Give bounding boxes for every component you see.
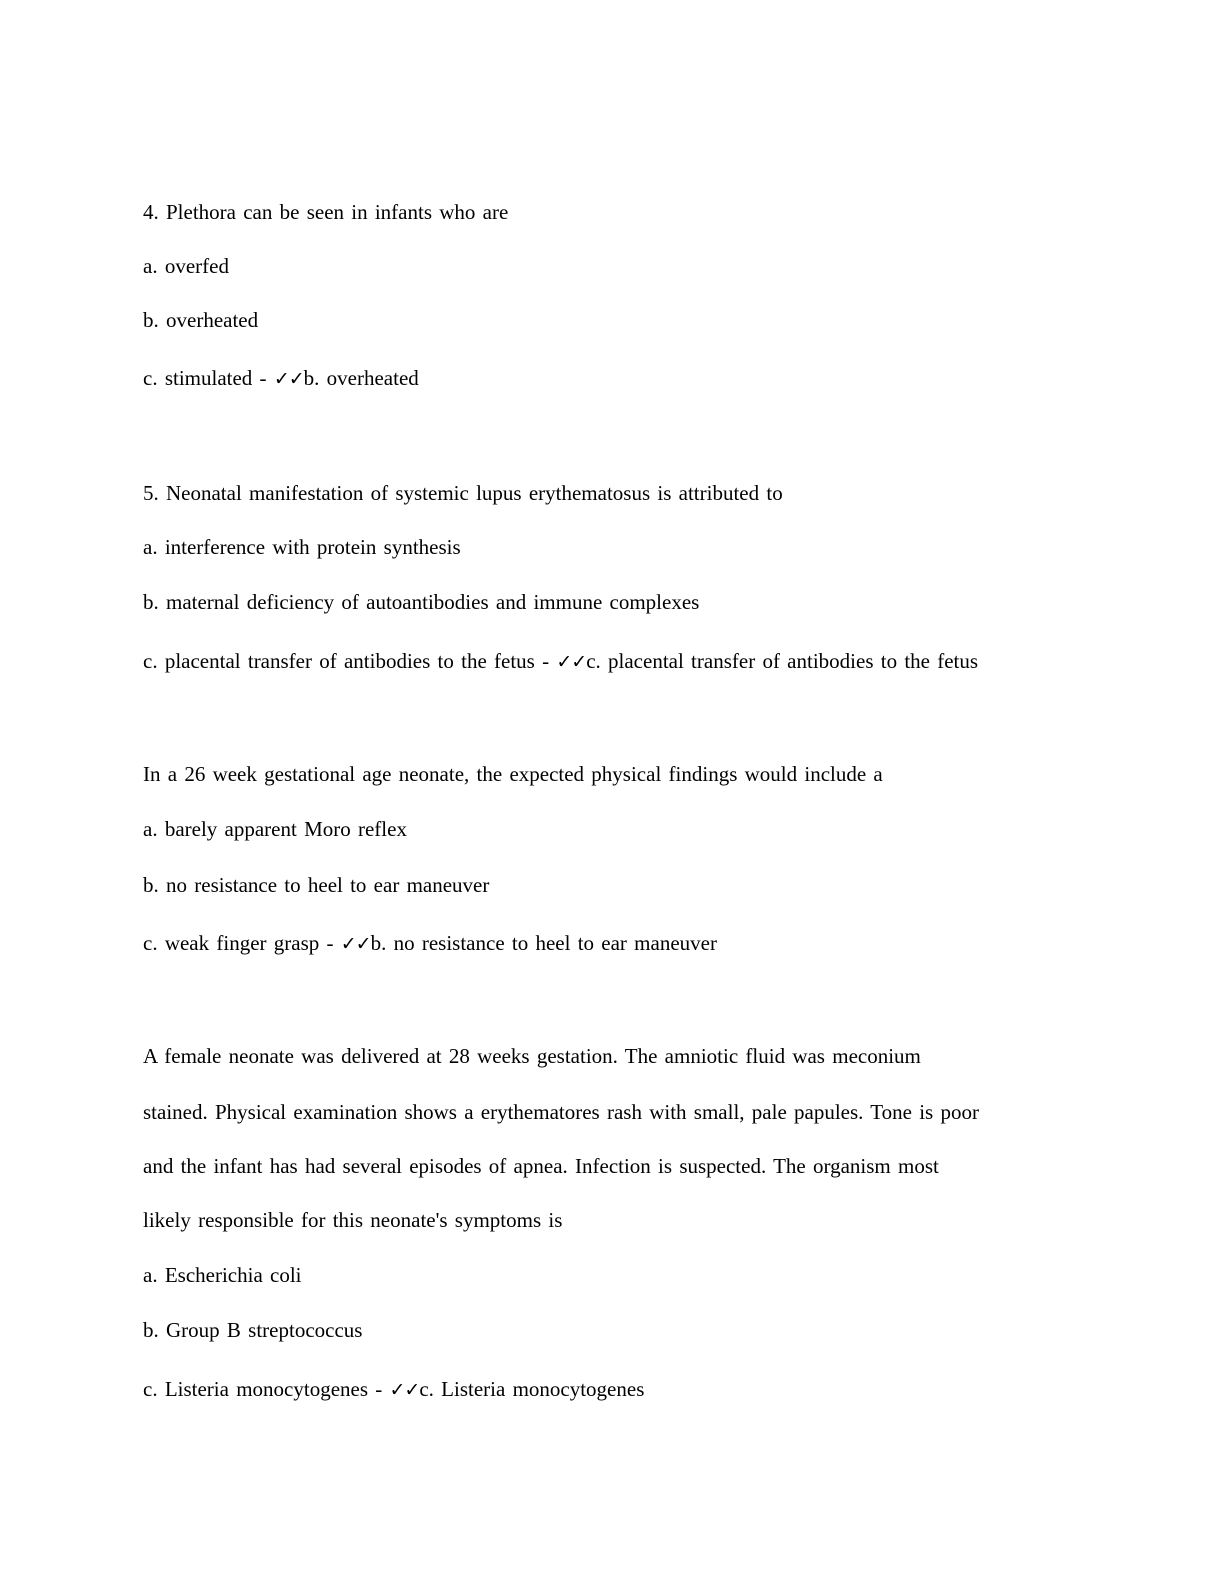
option-c-with-answer xyxy=(143,931,717,956)
question-stem-line-3: and the infant has had several episodes of apnea. Infection is suspected. The organism most xyxy=(143,1154,939,1178)
double-check-icon: ✓✓ xyxy=(389,1379,420,1401)
question-stem: 5. Neonatal manifestation of systemic lupus erythematosus is attributed to xyxy=(143,481,783,505)
option-c-with-answer xyxy=(143,366,419,391)
option-b: b. no resistance to heel to ear maneuver xyxy=(143,873,490,897)
option-b: b. overheated xyxy=(143,308,259,332)
question-stem: In a 26 week gestational age neonate, the expected physical findings would include a xyxy=(143,762,883,786)
option-a: a. interference with protein synthesis xyxy=(143,535,461,559)
option-a: a. overfed xyxy=(143,254,229,278)
answer-text: b. overheated xyxy=(303,366,419,390)
option-c: c. Listeria monocytogenes - xyxy=(143,1377,383,1401)
option-c: c. weak finger grasp - xyxy=(143,931,334,955)
double-check-icon: ✓✓ xyxy=(273,368,304,390)
question-stem-line-1: A female neonate was delivered at 28 weeks gestation. The amniotic fluid was meconium xyxy=(143,1044,921,1068)
double-check-icon: ✓✓ xyxy=(556,651,587,673)
option-a: a. barely apparent Moro reflex xyxy=(143,817,407,841)
question-stem-line-2: stained. Physical examination shows a erythematores rash with small, pale papules. Tone is poor xyxy=(143,1100,979,1124)
option-c: c. placental transfer of antibodies to the fetus - xyxy=(143,649,550,673)
answer-text: c. placental transfer of antibodies to the fetus xyxy=(586,649,979,673)
answer-text: b. no resistance to heel to ear maneuver xyxy=(370,931,717,955)
option-b: b. maternal deficiency of autoantibodies and immune complexes xyxy=(143,590,700,614)
option-a: a. Escherichia coli xyxy=(143,1263,302,1287)
double-check-icon: ✓✓ xyxy=(340,933,371,955)
question-stem-line-4: likely responsible for this neonate's symptoms is xyxy=(143,1208,563,1232)
option-b: b. Group B streptococcus xyxy=(143,1318,363,1342)
option-c-with-answer xyxy=(143,649,978,674)
option-c-with-answer xyxy=(143,1377,644,1402)
question-stem: 4. Plethora can be seen in infants who are xyxy=(143,200,509,224)
answer-text: c. Listeria monocytogenes xyxy=(419,1377,645,1401)
option-c: c. stimulated - xyxy=(143,366,267,390)
